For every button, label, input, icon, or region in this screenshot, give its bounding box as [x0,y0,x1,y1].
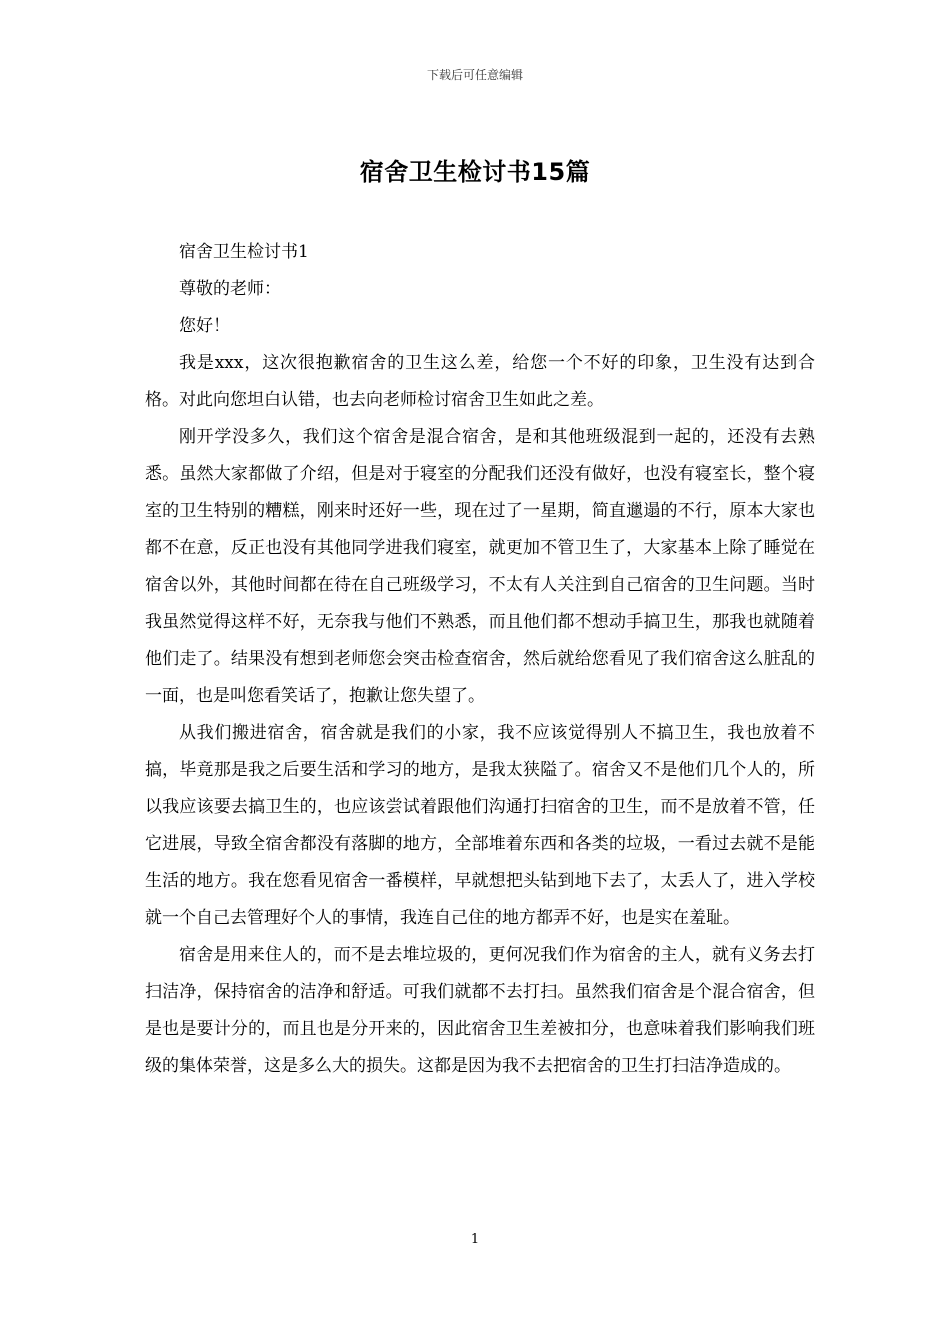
page-header-note: 下载后可任意编辑 [426,68,523,82]
page-number: 1 [470,1232,480,1247]
greeting: 您好！ [179,316,230,336]
body-paragraph: 宿舍是用来住人的，而不是去堆垃圾的，更何况我们作为宿舍的主人，就有义务去打扫洁净，保持宿舍的洁净和舒适。可我们就都不去打扫。虽然我们宿舍是个混合宿舍，但是也是要计分的，而且也是分开来的，因此宿舍卫生差被扣分，也意味着我们影响我们班级的集体荣誉，这是多么大的损失。这都是因为我不去把宿舍的卫生打扫洁净造成的。 [145,945,815,1076]
body-paragraph: 从我们搬进宿舍，宿舍就是我们的小家，我不应该觉得别人不搞卫生，我也放着不搞，毕竟那是我之后要生活和学习的地方，是我太狭隘了。宿舍又不是他们几个人的，所以我应该要去搞卫生的，也应该尝试着跟他们沟通打扫宿舍的卫生，而不是放着不管，任它进展，导致全宿舍都没有落脚的地方，全部堆着东西和各类的垃圾，一看过去就不是能生活的地方。我在您看见宿舍一番模样，早就想把头钻到地下去了，太丢人了，进入学校就一个自己去管理好个人的事情，我连自己住的地方都弄不好，也是实在羞耻。 [145,723,815,928]
document-body [145,234,815,1085]
salutation: 尊敬的老师： [179,279,281,299]
document-title: 宿舍卫生检讨书15篇 [359,158,591,186]
body-paragraph: 我是xxx，这次很抱歉宿舍的卫生这么差，给您一个不好的印象，卫生没有达到合格。对此向您坦白认错，也去向老师检讨宿舍卫生如此之差。 [145,353,815,410]
section-heading: 宿舍卫生检讨书1 [179,242,309,262]
body-paragraph: 刚开学没多久，我们这个宿舍是混合宿舍，是和其他班级混到一起的，还没有去熟悉。虽然大家都做了介绍，但是对于寝室的分配我们还没有做好，也没有寝室长，整个寝室的卫生特别的糟糕，刚来时还好一些，现在过了一星期，简直邋遢的不行，原本大家也都不在意，反正也没有其他同学进我们寝室，就更加不管卫生了，大家基本上除了睡觉在宿舍以外，其他时间都在待在自己班级学习，不太有人关注到自己宿舍的卫生问题。当时我虽然觉得这样不好，无奈我与他们不熟悉，而且他们都不想动手搞卫生，那我也就随着他们走了。结果没有想到老师您会突击检查宿舍，然后就给您看见了我们宿舍这么脏乱的一面，也是叫您看笑话了，抱歉让您失望了。 [145,427,815,706]
